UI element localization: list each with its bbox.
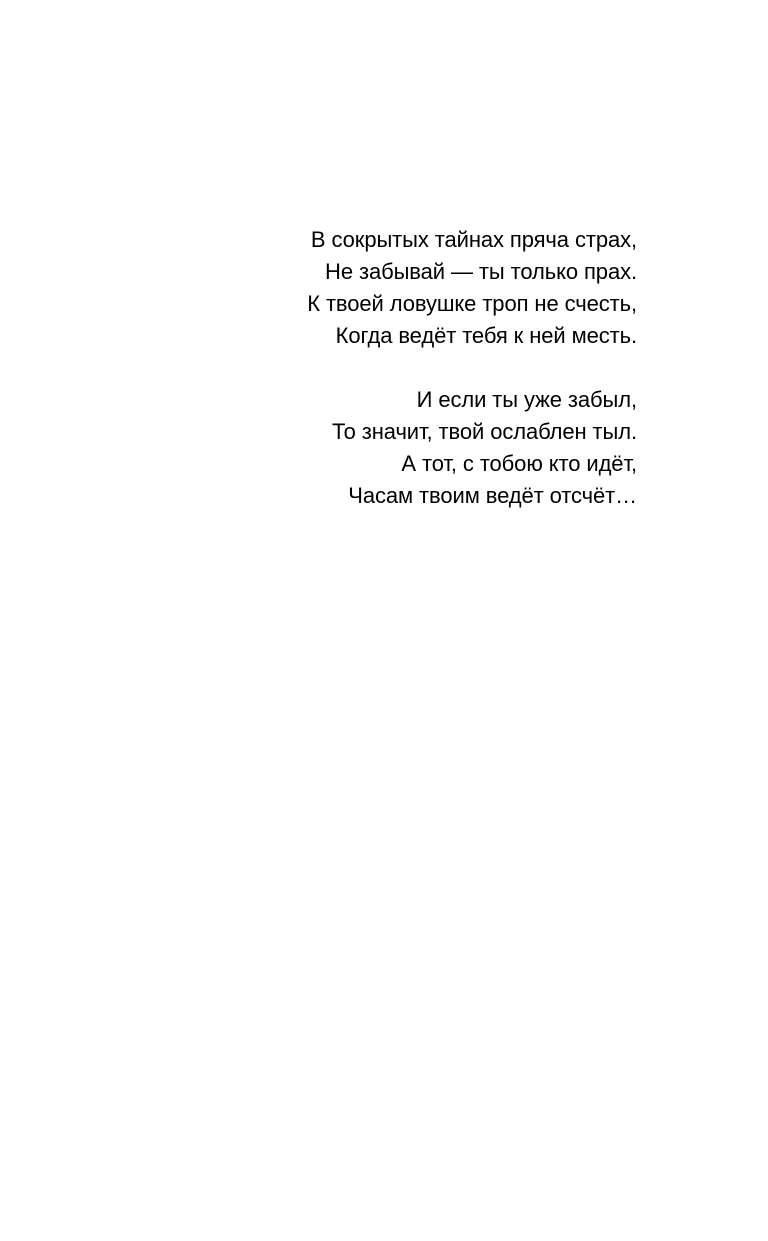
poem-line: В сокрытых тайнах пряча страх, xyxy=(310,227,637,252)
poem-line: И если ты уже забыл, xyxy=(416,387,637,412)
poem-line: То значит, твой ослаблен тыл. xyxy=(331,419,637,444)
poem-line: К твоей ловушке троп не счесть, xyxy=(307,291,637,316)
poem-line: Часам твоим ведёт отсчёт… xyxy=(348,483,637,508)
stanza xyxy=(217,224,637,352)
poem-line: Не забывай — ты только прах. xyxy=(325,259,637,284)
poem xyxy=(217,224,637,512)
stanza xyxy=(217,384,637,512)
poem-line: Когда ведёт тебя к ней месть. xyxy=(335,323,637,348)
poem-line: А тот, с тобою кто идёт, xyxy=(401,451,637,476)
